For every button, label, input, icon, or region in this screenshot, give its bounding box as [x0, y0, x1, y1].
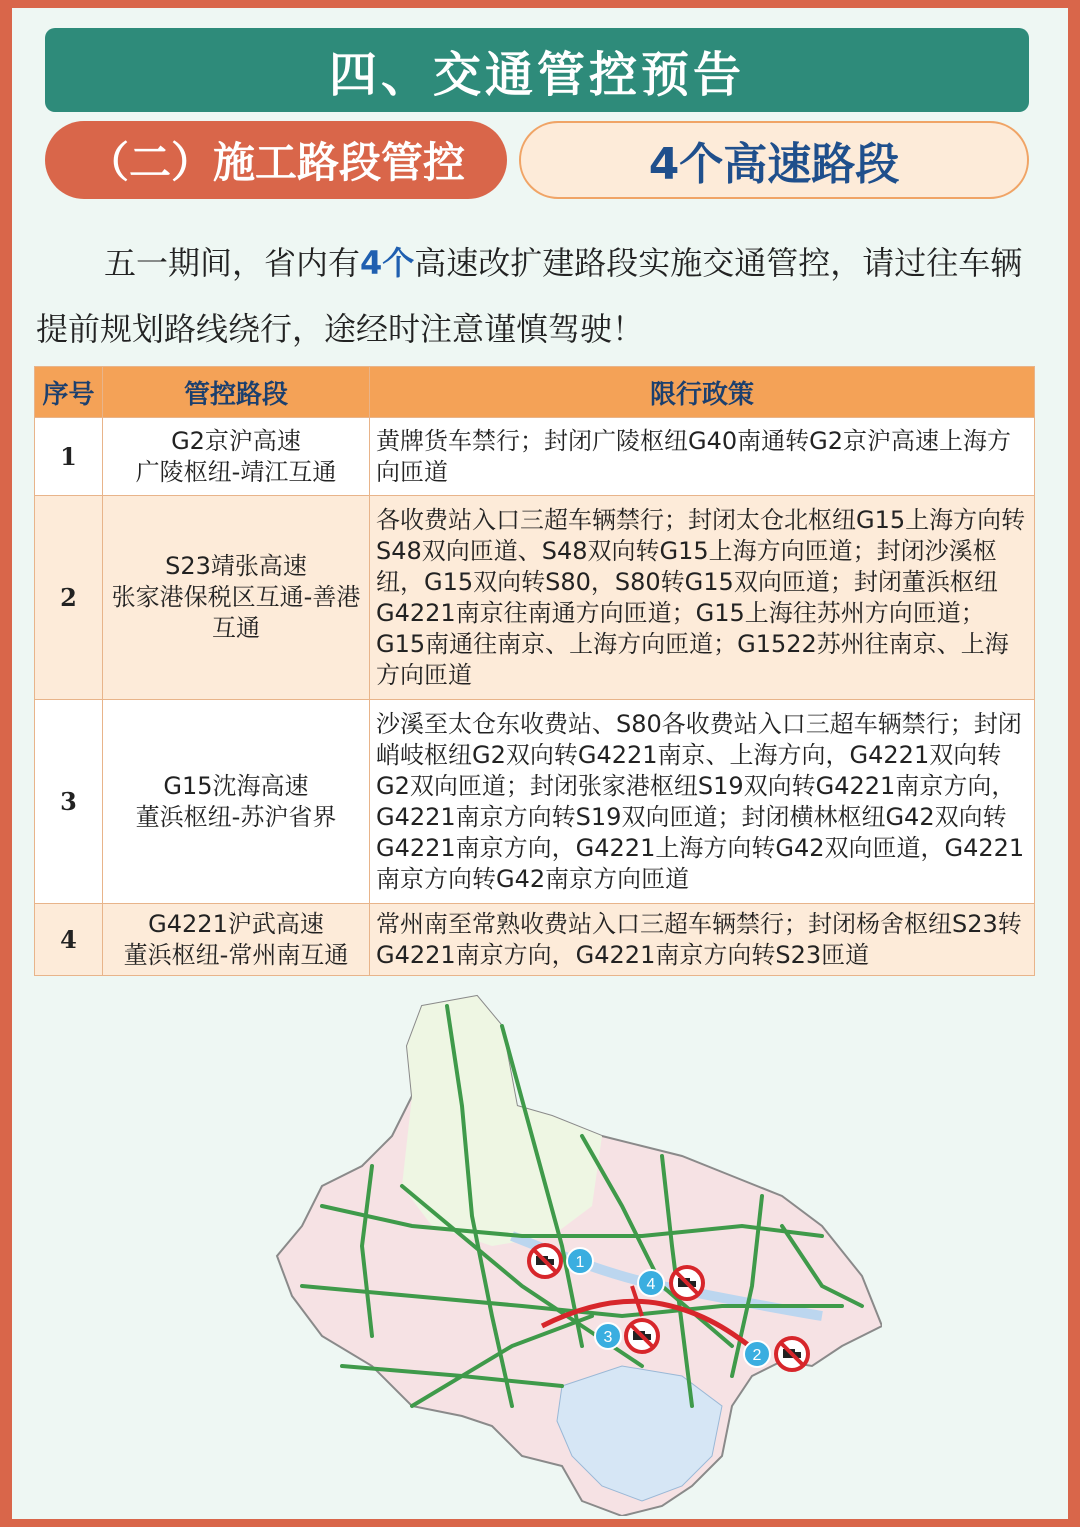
row-number: 3 — [35, 700, 103, 904]
header-number: 序号 — [35, 367, 103, 418]
intro-text-1: 五一期间，省内有 — [104, 244, 361, 282]
no-truck-icon — [776, 1338, 808, 1370]
page-title: 四、交通管控预告 — [45, 28, 1029, 112]
table-row — [35, 496, 1035, 700]
road-name: G2京沪高速 — [171, 426, 301, 455]
row-policy: 各收费站入口三超车辆禁行；封闭太仓北枢纽G15上海方向转S48双向匝道、S48双向转G15上海方向匝道；封闭沙溪枢纽，G15双向转S80，S80转G15双向匝道；封闭董浜枢纽G4221南京往南通方向匝道；G15上海往苏州方向匝道；G15南通往南京、上海方向匝道；G1522苏州往南京、上海方向匝道 — [370, 496, 1035, 700]
row-segment — [103, 496, 370, 700]
road-name: S23靖张高速 — [165, 552, 307, 580]
header-segment: 管控路段 — [103, 367, 370, 418]
section-title: （二）施工路段管控 — [45, 121, 507, 199]
table-row — [35, 904, 1035, 976]
marker-4[interactable] — [638, 1270, 664, 1296]
marker-1-label: 1 — [575, 1254, 585, 1271]
road-name: G15沈海高速 — [163, 771, 309, 800]
segment-name: 张家港保税区互通-善港互通 — [111, 583, 361, 642]
marker-1[interactable] — [567, 1248, 593, 1274]
row-segment — [103, 700, 370, 904]
intro-paragraph — [36, 230, 1036, 362]
segment-name: 广陵枢纽-靖江互通 — [135, 457, 337, 486]
row-number: 2 — [35, 496, 103, 700]
table-row — [35, 418, 1035, 496]
row-policy: 黄牌货车禁行；封闭广陵枢纽G40南通转G2京沪高速上海方向匝道 — [370, 418, 1035, 496]
table-header-row — [35, 367, 1035, 418]
intro-text-2: 高速改扩建路段实施交通管控，请过往车辆提前规划路线绕行，途经时注意谨慎驾驶！ — [36, 244, 1023, 348]
header-policy: 限行政策 — [370, 367, 1035, 418]
marker-4-label: 4 — [646, 1276, 656, 1293]
intro-highlight: 4个 — [360, 244, 415, 282]
row-policy: 沙溪至太仓东收费站、S80各收费站入口三超车辆禁行；封闭峭岐枢纽G2双向转G4221南京、上海方向，G4221双向转G2双向匝道；封闭张家港枢纽S19双向转G4221南京方向，G4221南京方向转S19双向匝道；封闭横林枢纽G42双向转G4221南京方向，G4221上海方向转G42双向匝道，G4221南京方向转G42南京方向匝道 — [370, 700, 1035, 904]
marker-2-label: 2 — [752, 1347, 762, 1364]
row-number: 4 — [35, 904, 103, 976]
no-truck-icon — [671, 1267, 703, 1299]
row-number: 1 — [35, 418, 103, 496]
segment-name: 董浜枢纽-常州南互通 — [123, 940, 349, 969]
row-policy: 常州南至常熟收费站入口三超车辆禁行；封闭杨舍枢纽S23转G4221南京方向，G4221南京方向转S23匝道 — [370, 904, 1035, 976]
row-segment — [103, 904, 370, 976]
no-truck-icon — [626, 1320, 658, 1352]
section-count-badge: 4个高速路段 — [519, 121, 1029, 199]
control-table — [34, 366, 1035, 976]
highway-map — [262, 986, 882, 1516]
page — [12, 8, 1068, 1519]
no-truck-icon — [529, 1245, 561, 1277]
road-name: G4221沪武高速 — [148, 909, 324, 938]
row-segment — [103, 418, 370, 496]
segment-name: 董浜枢纽-苏沪省界 — [135, 802, 337, 831]
marker-3[interactable] — [595, 1323, 621, 1349]
marker-2[interactable] — [744, 1341, 770, 1367]
marker-3-label: 3 — [603, 1329, 613, 1346]
table-row — [35, 700, 1035, 904]
